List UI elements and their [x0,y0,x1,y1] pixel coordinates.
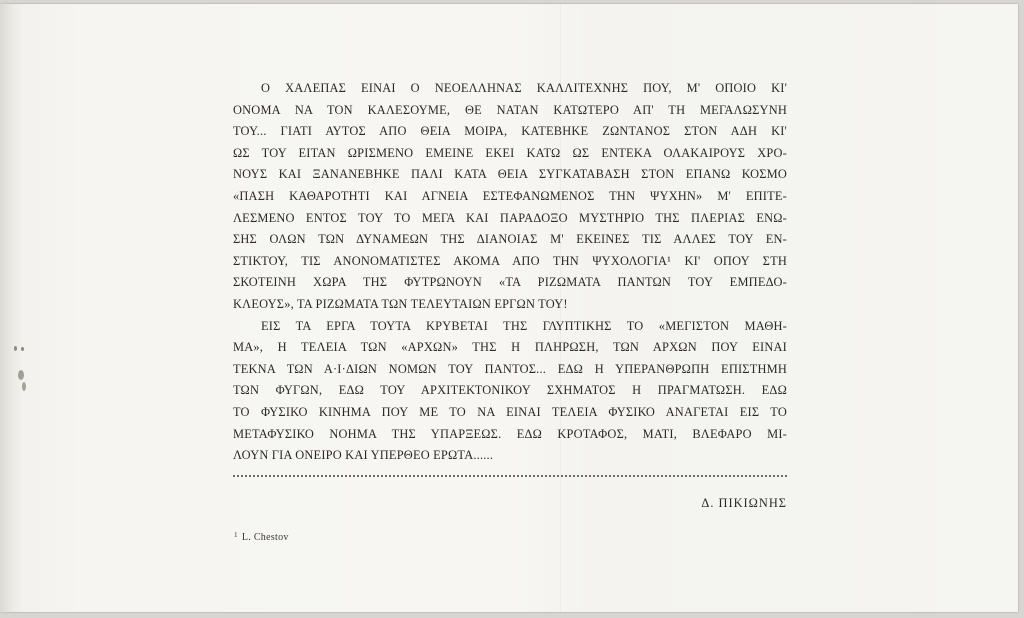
essay-text [233,78,787,477]
paragraph-2 [233,316,787,467]
text-line: ΛΟΥΝ ΓΙΑ ΟΝΕΙΡΟ ΚΑΙ ΥΠΕΡΘΕΟ ΕΡΩΤΑ...... [233,448,494,463]
text-line: Ο ΧΑΛΕΠΑΣ ΕΙΝΑΙ Ο ΝΕΟΕΛΛΗΝΑΣ ΚΑΛΛΙΤΕΧΝΗΣ ΠΟΥ, Μ' ΟΠΟΙΟ ΚΙ' [261,81,787,95]
footnote [234,531,289,543]
binding-staple-marks [12,344,32,404]
text-line: ΜΕΤΑΦΥΣΙΚΟ ΝΟΗΜΑ ΤΗΣ ΥΠΑΡΞΕΩΣ. ΕΔΩ ΚΡΟΤΑΦΟΣ, ΜΑΤΙ, ΒΛΕΦΑΡΟ ΜΙ- [233,426,787,441]
text-line: ΤΟ ΦΥΣΙΚΟ ΚΙΝΗΜΑ ΠΟΥ ΜΕ ΤΟ ΝΑ ΕΙΝΑΙ ΤΕΛΕΙΑ ΦΥΣΙΚΟ ΑΝΑΓΕΤΑΙ ΕΙΣ ΤΟ [233,404,787,419]
author-signature: Δ. ΠΙΚΙΩΝΗΣ [701,496,787,510]
text-line: «ΠΑΣΗ ΚΑΘΑΡΟΤΗΤΙ ΚΑΙ ΑΓΝΕΙΑ ΕΣΤΕΦΑΝΩΜΕΝΟΣ ΤΗΝ ΨΥΧΗΝ» Μ' ΕΠΙΤΕ- [233,188,787,203]
text-line: ΩΣ ΤΟΥ ΕΙΤΑΝ ΩΡΙΣΜΕΝΟ ΕΜΕΙΝΕ ΕΚΕΙ ΚΑΤΩ ΩΣ ΕΝΤΕΚΑ ΟΛΑΚΑΙΡΟΥΣ ΧΡΟ- [233,145,787,160]
text-line: ΕΙΣ ΤΑ ΕΡΓΑ ΤΟΥΤΑ ΚΡΥΒΕΤΑΙ ΤΗΣ ΓΛΥΠΤΙΚΗΣ ΤΟ «ΜΕΓΙΣΤΟΝ ΜΑΘΗ- [261,318,787,333]
text-line: ΟΝΟΜΑ ΝΑ ΤΟΝ ΚΑΛΕΣΟΥΜΕ, ΘΕ ΝΑΤΑΝ ΚΑΤΩΤΕΡΟ ΑΠ' ΤΗ ΜΕΓΑΛΩΣΥΝΗ [233,102,787,117]
text-line: ΤΕΚΝΑ ΤΩΝ Α·Ι·ΔΙΩΝ ΝΟΜΩΝ ΤΟΥ ΠΑΝΤΟΣ... ΕΔΩ Η ΥΠΕΡΑΝΘΡΩΠΗ ΕΠΙΣΤΗΜΗ [233,361,787,376]
paragraph-1 [233,78,787,316]
text-line: ΚΛΕΟΥΣ», ΤΑ ΡΙΖΩΜΑΤΑ ΤΩΝ ΤΕΛΕΥΤΑΙΩΝ ΕΡΓΩΝ ΤΟΥ! [233,296,568,311]
text-line: ΛΕΣΜΕΝΟ ΕΝΤΟΣ ΤΟΥ ΤΟ ΜΕΓΑ ΚΑΙ ΠΑΡΑΔΟΞΟ ΜΥΣΤΗΡΙΟ ΤΗΣ ΠΛΕΡΙΑΣ ΕΝΩ- [233,210,787,225]
footnote-text: L. Chestov [241,532,289,543]
dotted-separator [233,475,787,477]
text-line: ΜΑ», Η ΤΕΛΕΙΑ ΤΩΝ «ΑΡΧΩΝ» ΤΗΣ Η ΠΛΗΡΩΣΗ, ΤΩΝ ΑΡΧΩΝ ΠΟΥ ΕΙΝΑΙ [233,340,787,355]
text-line: ΤΩΝ ΦΥΓΩΝ, ΕΔΩ ΤΟΥ ΑΡΧΙΤΕΚΤΟΝΙΚΟΥ ΣΧΗΜΑΤΟΣ Η ΠΡΑΓΜΑΤΩΣΗ. ΕΔΩ [233,383,787,398]
footnote-marker: 1 [234,531,238,539]
gutter-shadow [0,4,22,612]
text-line: ΝΟΥΣ ΚΑΙ ΞΑΝΑΝΕΒΗΚΕ ΠΑΛΙ ΚΑΤΑ ΘΕΙΑ ΣΥΓΚΑΤΑΒΑΣΗ ΣΤΟΝ ΕΠΑΝΩ ΚΟΣΜΟ [233,167,787,182]
text-line: ΣΗΣ ΟΛΩΝ ΤΩΝ ΔΥΝΑΜΕΩΝ ΤΗΣ ΔΙΑΝΟΙΑΣ Μ' ΕΚΕΙΝΕΣ ΤΙΣ ΑΛΛΕΣ ΤΟΥ ΕΝ- [233,232,787,247]
text-line: ΤΟΥ... ΓΙΑΤΙ ΑΥΤΟΣ ΑΠΟ ΘΕΙΑ ΜΟΙΡΑ, ΚΑΤΕΒΗΚΕ ΖΩΝΤΑΝΟΣ ΣΤΟΝ ΑΔΗ ΚΙ' [233,124,787,139]
text-line: ΣΚΟΤΕΙΝΗ ΧΩΡΑ ΤΗΣ ΦΥΤΡΩΝΟΥΝ «ΤΑ ΡΙΖΩΜΑΤΑ ΠΑΝΤΩΝ ΤΟΥ ΕΜΠΕΔΟ- [233,275,787,290]
text-line: ΣΤΙΚΤΟΥ, ΤΙΣ ΑΝΟΝΟΜΑΤΙΣΤΕΣ ΑΚΟΜΑ ΑΠΟ ΤΗΝ ΨΥΧΟΛΟΓΙΑ¹ ΚΙ' ΟΠΟΥ ΣΤΗ [233,253,787,268]
